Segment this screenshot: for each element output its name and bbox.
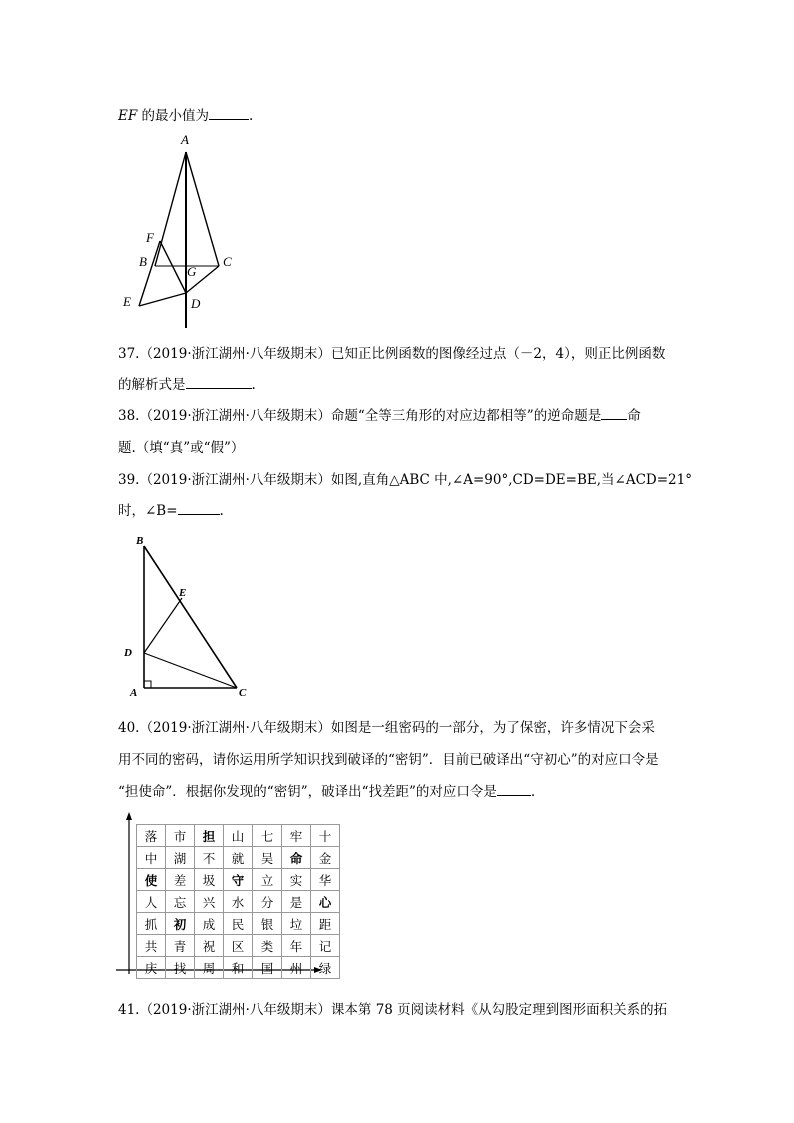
grid-cell: 类 [253,935,282,957]
grid-cell: 国 [253,957,282,979]
label-E: E [123,294,131,309]
grid-cell: 水 [224,891,253,913]
grid-cell: 忘 [166,891,195,913]
grid-cell: 距 [311,913,340,935]
grid-cell: 不 [195,847,224,869]
grid-cell: 七 [253,825,282,847]
grid-cell: 落 [137,825,166,847]
grid-cell: 共 [137,935,166,957]
q40-line-2: 用不同的密码，请你运用所学知识找到破译的“密钥”．目前已破译出“守初心”的对应口令是 [118,752,659,768]
grid-cell: 记 [311,935,340,957]
grid-cell: 祝 [195,935,224,957]
grid-cell: 民 [224,913,253,935]
q39-line-1: 39.（2019·浙江湖州·八年级期末）如图,直角△ABC 中,∠A=90°,CD=DE=BE,当∠ACD=21° [118,472,692,488]
grid-cell: 州 [282,957,311,979]
grid-cell: 中 [137,847,166,869]
answer-blank [601,407,627,420]
grid-cell: 区 [224,935,253,957]
grid-cell: 差 [166,869,195,891]
grid-cell: 立 [253,869,282,891]
q40-line-3 [118,780,535,800]
grid-cell: 圾 [195,869,224,891]
grid-cell: 抓 [137,913,166,935]
grid-row [137,869,340,891]
q40-text: “担使命”．根据你发现的“密钥”，破译出“找差距”的对应口令是 [118,784,497,800]
label-G: G [187,264,197,279]
answer-blank [178,502,220,515]
figure-2-right-triangle [120,530,260,702]
grid-cell: 找 [166,957,195,979]
grid-cell: 垃 [282,913,311,935]
grid-cell: 华 [311,869,340,891]
q39-line-2 [118,499,224,519]
grid-cell: 兴 [195,891,224,913]
grid-cell: 绿 [311,957,340,979]
grid-cell: 十 [311,825,340,847]
q36-end: . [249,108,254,124]
q36-text: 的最小值为 [137,108,210,124]
label-C: C [223,254,232,269]
label-A: A [130,687,138,699]
ef-label: EF [118,108,138,124]
label-A: A [181,132,189,147]
answer-blank [186,376,252,389]
q41-line-1: 41.（2019·浙江湖州·八年级期末）课本第 78 页阅读材料《从勾股定理到图形面积关系的拓 [118,1002,668,1018]
grid-row [137,957,340,979]
grid-cell: 市 [166,825,195,847]
q39-end: . [219,503,224,519]
q37-line-2 [118,373,256,393]
q37-text: 的解析式是 [118,377,186,393]
label-C: C [239,687,247,699]
grid-cell: 青 [166,935,195,957]
grid-cell: 湖 [166,847,195,869]
grid-row [137,847,340,869]
grid-cell: 就 [224,847,253,869]
q37-line-1: 37.（2019·浙江湖州·八年级期末）已知正比例函数的图像经过点（－2，4），则正比例函数 [118,346,666,362]
label-F: F [146,230,154,245]
grid-cell: 初 [166,913,195,935]
label-E: E [179,587,187,599]
label-B: B [139,254,147,269]
grid-cell: 吴 [253,847,282,869]
q38-line-1 [118,404,641,424]
q38-text: 38.（2019·浙江湖州·八年级期末）命题“全等三角形的对应边都相等”的逆命题是 [118,408,602,424]
answer-blank [497,783,531,796]
q40-line-1: 40.（2019·浙江湖州·八年级期末）如图是一组密码的一部分，为了保密，许多情况下会采 [118,720,655,736]
grid-cell: 担 [195,825,224,847]
grid-cell: 人 [137,891,166,913]
grid-cell: 庆 [137,957,166,979]
grid-row [137,913,340,935]
q37-end: . [251,377,256,393]
cipher-grid [136,824,340,979]
grid-cell: 守 [224,869,253,891]
label-D: D [124,647,132,659]
grid-cell: 金 [311,847,340,869]
grid-cell: 是 [282,891,311,913]
grid-row [137,891,340,913]
grid-row [137,935,340,957]
grid-cell: 和 [224,957,253,979]
grid-cell: 心 [311,891,340,913]
label-D: D [191,296,201,311]
q36-tail-line [118,104,253,124]
q38-text-2: 命 [627,408,641,424]
figure-1-triangle [115,128,255,333]
answer-blank [209,107,249,120]
q40-end: . [530,784,536,800]
grid-row [137,825,340,847]
label-B: B [136,535,144,547]
grid-cell: 年 [282,935,311,957]
q38-line-2: 题.（填“真”或“假”） [118,440,245,456]
grid-cell: 牢 [282,825,311,847]
grid-cell: 成 [195,913,224,935]
q39-text: 时，∠B= [118,503,178,519]
grid-cell: 命 [282,847,311,869]
grid-cell: 使 [137,869,166,891]
grid-cell: 银 [253,913,282,935]
grid-cell: 周 [195,957,224,979]
grid-cell: 山 [224,825,253,847]
grid-cell: 实 [282,869,311,891]
grid-cell: 分 [253,891,282,913]
